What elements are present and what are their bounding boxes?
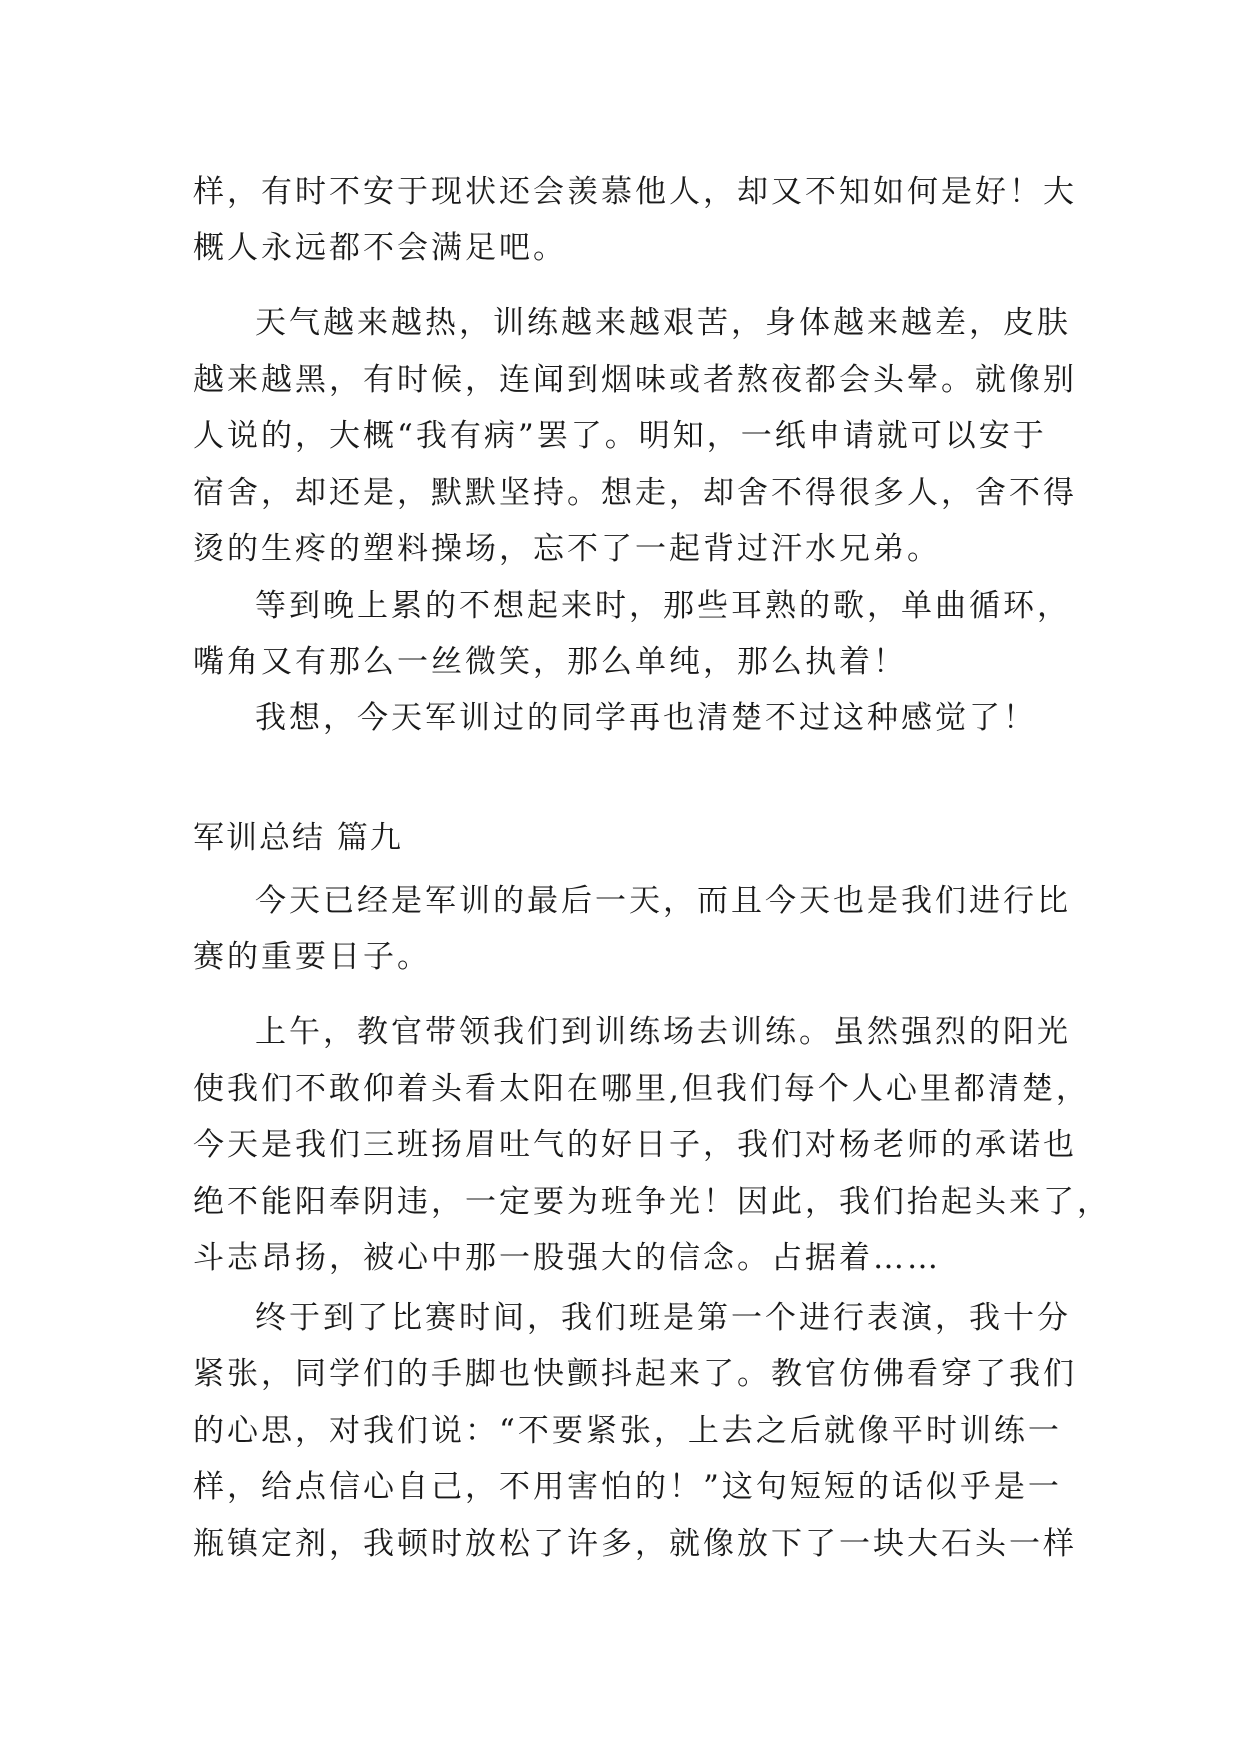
paragraph-line: 样，有时不安于现状还会羡慕他人，却又不知如何是好！大 [193, 174, 1077, 210]
paragraph-line: 瓶镇定剂，我顿时放松了许多，就像放下了一块大石头一样 [193, 1526, 1077, 1562]
paragraph-line: 等到晚上累的不想起来时，那些耳熟的歌，单曲循环， [255, 588, 1071, 624]
paragraph-line: 赛的重要日子。 [193, 939, 431, 975]
paragraph-line: 越来越黑，有时候，连闻到烟味或者熬夜都会头晕。就像别 [193, 362, 1077, 398]
paragraph-line: 终于到了比赛时间，我们班是第一个进行表演，我十分 [255, 1300, 1071, 1336]
paragraph-line: 使我们不敢仰着头看太阳在哪里,但我们每个人心里都清楚， [193, 1071, 1090, 1107]
paragraph-line: 概人永远都不会满足吧。 [193, 230, 567, 266]
paragraph-line: 烫的生疼的塑料操场，忘不了一起背过汗水兄弟。 [193, 531, 941, 567]
paragraph-line: 斗志昂扬，被心中那一股强大的信念。占据着…… [193, 1240, 941, 1276]
paragraph-line: 天气越来越热，训练越来越艰苦，身体越来越差，皮肤 [255, 305, 1071, 341]
paragraph-line: 绝不能阳奉阴违，一定要为班争光！因此，我们抬起头来了， [193, 1184, 1111, 1220]
paragraph-line: 紧张，同学们的手脚也快颤抖起来了。教官仿佛看穿了我们 [193, 1356, 1077, 1392]
paragraph-line: 宿舍，却还是，默默坚持。想走，却舍不得很多人，舍不得 [193, 475, 1077, 511]
paragraph-line: 今天已经是军训的最后一天，而且今天也是我们进行比 [255, 883, 1071, 919]
paragraph-line: 样，给点信心自己，不用害怕的！”这句短短的话似乎是一 [193, 1469, 1062, 1505]
paragraph-line: 的心思，对我们说：“不要紧张，上去之后就像平时训练一 [193, 1413, 1062, 1449]
paragraph-line: 我想，今天军训过的同学再也清楚不过这种感觉了！ [255, 700, 1037, 736]
paragraph-line: 今天是我们三班扬眉吐气的好日子，我们对杨老师的承诺也 [193, 1127, 1077, 1163]
section-heading: 军训总结 篇九 [193, 820, 403, 856]
paragraph-line: 嘴角又有那么一丝微笑，那么单纯，那么执着！ [193, 644, 907, 680]
paragraph-line: 人说的，大概“我有病”罢了。明知，一纸申请就可以安于 [193, 418, 1047, 454]
paragraph-line: 上午，教官带领我们到训练场去训练。虽然强烈的阳光 [255, 1014, 1071, 1050]
